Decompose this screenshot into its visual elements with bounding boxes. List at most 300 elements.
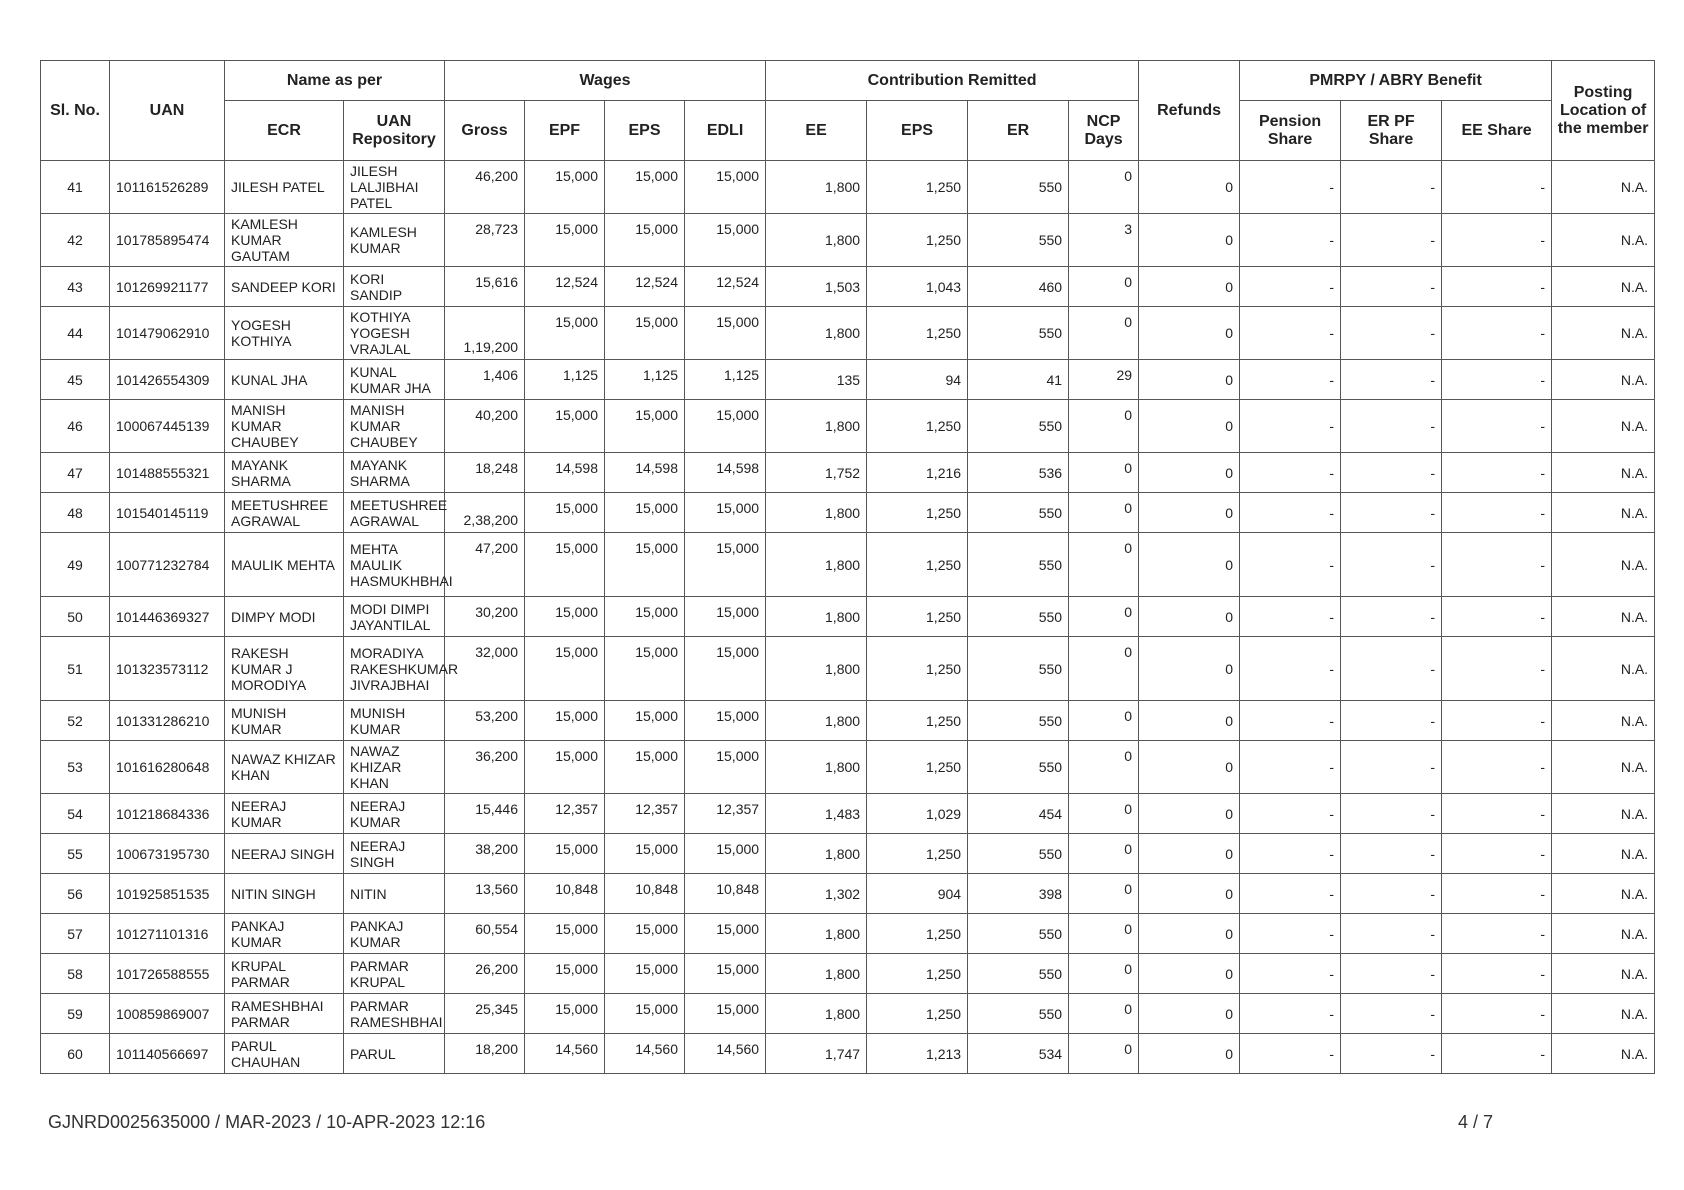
header-ecr: ECR — [225, 101, 344, 161]
ee-contribution-cell: 1,747 — [766, 1034, 867, 1074]
uan-cell: 101726588555 — [110, 954, 225, 994]
er-pf-share-cell: - — [1341, 914, 1442, 954]
header-sl-no: Sl. No. — [41, 61, 110, 161]
er-pf-share-cell: - — [1341, 1034, 1442, 1074]
header-contribution-remitted: Contribution Remitted — [766, 61, 1139, 101]
er-contribution-cell: 550 — [968, 954, 1069, 994]
er-contribution-cell: 550 — [968, 400, 1069, 453]
ncp-days-cell: 0 — [1069, 533, 1139, 597]
er-pf-share-cell: - — [1341, 493, 1442, 533]
sl-no-cell: 53 — [41, 741, 110, 794]
uan-repository-name-cell: MANISH KUMAR CHAUBEY — [344, 400, 445, 453]
pension-share-cell: - — [1240, 307, 1341, 360]
header-uan-repository: UAN Repository — [344, 101, 445, 161]
gross-wages-cell: 47,200 — [445, 533, 525, 597]
ecr-contribution-table — [40, 60, 1655, 1074]
header-ee-share: EE Share — [1442, 101, 1552, 161]
ee-contribution-cell: 1,800 — [766, 701, 867, 741]
eps-wages-cell: 15,000 — [605, 994, 685, 1034]
ncp-days-cell: 0 — [1069, 794, 1139, 834]
ee-contribution-cell: 1,800 — [766, 954, 867, 994]
uan-repository-name-cell: PARMAR KRUPAL — [344, 954, 445, 994]
pension-share-cell: - — [1240, 1034, 1341, 1074]
ncp-days-cell: 0 — [1069, 637, 1139, 701]
gross-wages-cell: 18,200 — [445, 1034, 525, 1074]
ecr-name-cell: MUNISH KUMAR — [225, 701, 344, 741]
sl-no-cell: 57 — [41, 914, 110, 954]
posting-location-cell: N.A. — [1552, 493, 1655, 533]
ncp-days-cell: 0 — [1069, 453, 1139, 493]
edli-wages-cell: 15,000 — [685, 493, 766, 533]
er-contribution-cell: 536 — [968, 453, 1069, 493]
pension-share-cell: - — [1240, 994, 1341, 1034]
header-refunds: Refunds — [1139, 61, 1240, 161]
eps-contribution-cell: 1,250 — [867, 954, 968, 994]
pension-share-cell: - — [1240, 741, 1341, 794]
er-pf-share-cell: - — [1341, 874, 1442, 914]
table-row — [41, 954, 1655, 994]
gross-wages-cell: 26,200 — [445, 954, 525, 994]
er-contribution-cell: 550 — [968, 161, 1069, 214]
posting-location-cell: N.A. — [1552, 874, 1655, 914]
table-row — [41, 533, 1655, 597]
refunds-cell: 0 — [1139, 161, 1240, 214]
sl-no-cell: 43 — [41, 267, 110, 307]
gross-wages-cell: 13,560 — [445, 874, 525, 914]
ncp-days-cell: 0 — [1069, 741, 1139, 794]
ee-contribution-cell: 1,302 — [766, 874, 867, 914]
ee-share-cell: - — [1442, 701, 1552, 741]
edli-wages-cell: 15,000 — [685, 400, 766, 453]
er-contribution-cell: 398 — [968, 874, 1069, 914]
eps-contribution-cell: 1,250 — [867, 533, 968, 597]
ee-share-cell: - — [1442, 994, 1552, 1034]
posting-location-cell: N.A. — [1552, 834, 1655, 874]
edli-wages-cell: 12,357 — [685, 794, 766, 834]
uan-repository-name-cell: KOTHIYA YOGESH VRAJLAL — [344, 307, 445, 360]
ee-contribution-cell: 1,800 — [766, 493, 867, 533]
epf-wages-cell: 15,000 — [525, 400, 605, 453]
ecr-name-cell: DIMPY MODI — [225, 597, 344, 637]
pension-share-cell: - — [1240, 267, 1341, 307]
eps-contribution-cell: 1,250 — [867, 307, 968, 360]
table-row — [41, 794, 1655, 834]
eps-wages-cell: 15,000 — [605, 701, 685, 741]
uan-cell: 100771232784 — [110, 533, 225, 597]
ncp-days-cell: 0 — [1069, 874, 1139, 914]
uan-cell: 101426554309 — [110, 360, 225, 400]
uan-repository-name-cell: NAWAZ KHIZAR KHAN — [344, 741, 445, 794]
ncp-days-cell: 0 — [1069, 1034, 1139, 1074]
eps-contribution-cell: 1,250 — [867, 834, 968, 874]
epf-wages-cell: 12,524 — [525, 267, 605, 307]
header-pension-share: Pension Share — [1240, 101, 1341, 161]
uan-repository-name-cell: MORADIYA RAKESHKUMAR JIVRAJBHAI — [344, 637, 445, 701]
ee-contribution-cell: 1,800 — [766, 214, 867, 267]
ee-contribution-cell: 1,800 — [766, 307, 867, 360]
ecr-name-cell: SANDEEP KORI — [225, 267, 344, 307]
table-row — [41, 214, 1655, 267]
ecr-name-cell: RAMESHBHAI PARMAR — [225, 994, 344, 1034]
uan-cell: 101269921177 — [110, 267, 225, 307]
table-body — [41, 161, 1655, 1074]
epf-wages-cell: 15,000 — [525, 914, 605, 954]
er-contribution-cell: 550 — [968, 307, 1069, 360]
sl-no-cell: 56 — [41, 874, 110, 914]
ncp-days-cell: 0 — [1069, 161, 1139, 214]
ncp-days-cell: 0 — [1069, 400, 1139, 453]
sl-no-cell: 51 — [41, 637, 110, 701]
er-pf-share-cell: - — [1341, 741, 1442, 794]
posting-location-cell: N.A. — [1552, 214, 1655, 267]
pension-share-cell: - — [1240, 874, 1341, 914]
uan-repository-name-cell: MUNISH KUMAR — [344, 701, 445, 741]
ee-share-cell: - — [1442, 533, 1552, 597]
pension-share-cell: - — [1240, 954, 1341, 994]
er-contribution-cell: 550 — [968, 834, 1069, 874]
ecr-name-cell: NAWAZ KHIZAR KHAN — [225, 741, 344, 794]
uan-cell: 101925851535 — [110, 874, 225, 914]
ecr-name-cell: MAYANK SHARMA — [225, 453, 344, 493]
table-row — [41, 701, 1655, 741]
edli-wages-cell: 15,000 — [685, 533, 766, 597]
sl-no-cell: 44 — [41, 307, 110, 360]
ecr-name-cell: YOGESH KOTHIYA — [225, 307, 344, 360]
er-pf-share-cell: - — [1341, 637, 1442, 701]
sl-no-cell: 55 — [41, 834, 110, 874]
eps-wages-cell: 15,000 — [605, 400, 685, 453]
refunds-cell: 0 — [1139, 834, 1240, 874]
header-gross: Gross — [445, 101, 525, 161]
epf-wages-cell: 15,000 — [525, 161, 605, 214]
header-uan: UAN — [110, 61, 225, 161]
edli-wages-cell: 15,000 — [685, 637, 766, 701]
er-contribution-cell: 550 — [968, 493, 1069, 533]
eps-contribution-cell: 1,250 — [867, 597, 968, 637]
gross-wages-cell: 40,200 — [445, 400, 525, 453]
gross-wages-cell: 32,000 — [445, 637, 525, 701]
ee-share-cell: - — [1442, 834, 1552, 874]
table-row — [41, 874, 1655, 914]
edli-wages-cell: 15,000 — [685, 307, 766, 360]
ecr-name-cell: PARUL CHAUHAN — [225, 1034, 344, 1074]
refunds-cell: 0 — [1139, 360, 1240, 400]
table-row — [41, 1034, 1655, 1074]
eps-wages-cell: 15,000 — [605, 307, 685, 360]
posting-location-cell: N.A. — [1552, 161, 1655, 214]
header-name-as-per: Name as per — [225, 61, 445, 101]
eps-wages-cell: 15,000 — [605, 637, 685, 701]
refunds-cell: 0 — [1139, 453, 1240, 493]
epf-wages-cell: 15,000 — [525, 954, 605, 994]
table-row — [41, 493, 1655, 533]
sl-no-cell: 50 — [41, 597, 110, 637]
posting-location-cell: N.A. — [1552, 701, 1655, 741]
er-pf-share-cell: - — [1341, 453, 1442, 493]
ee-contribution-cell: 1,800 — [766, 597, 867, 637]
ee-share-cell: - — [1442, 493, 1552, 533]
refunds-cell: 0 — [1139, 214, 1240, 267]
er-pf-share-cell: - — [1341, 954, 1442, 994]
uan-repository-name-cell: PANKAJ KUMAR — [344, 914, 445, 954]
edli-wages-cell: 10,848 — [685, 874, 766, 914]
er-pf-share-cell: - — [1341, 400, 1442, 453]
gross-wages-cell: 36,200 — [445, 741, 525, 794]
er-contribution-cell: 41 — [968, 360, 1069, 400]
ee-contribution-cell: 1,503 — [766, 267, 867, 307]
gross-wages-cell: 38,200 — [445, 834, 525, 874]
ecr-name-cell: MANISH KUMAR CHAUBEY — [225, 400, 344, 453]
eps-contribution-cell: 1,250 — [867, 914, 968, 954]
er-pf-share-cell: - — [1341, 794, 1442, 834]
eps-wages-cell: 12,524 — [605, 267, 685, 307]
sl-no-cell: 42 — [41, 214, 110, 267]
gross-wages-cell: 30,200 — [445, 597, 525, 637]
ee-share-cell: - — [1442, 874, 1552, 914]
uan-cell: 100673195730 — [110, 834, 225, 874]
epf-wages-cell: 1,125 — [525, 360, 605, 400]
edli-wages-cell: 15,000 — [685, 914, 766, 954]
header-posting-location: Posting Location of the member — [1552, 61, 1655, 161]
uan-cell: 101161526289 — [110, 161, 225, 214]
header-pmrpy-abry: PMRPY / ABRY Benefit — [1240, 61, 1552, 101]
ee-contribution-cell: 1,800 — [766, 161, 867, 214]
eps-contribution-cell: 1,216 — [867, 453, 968, 493]
table-row — [41, 307, 1655, 360]
table-row — [41, 741, 1655, 794]
gross-wages-cell: 53,200 — [445, 701, 525, 741]
sl-no-cell: 59 — [41, 994, 110, 1034]
uan-cell: 101616280648 — [110, 741, 225, 794]
ee-contribution-cell: 1,752 — [766, 453, 867, 493]
sl-no-cell: 46 — [41, 400, 110, 453]
ee-share-cell: - — [1442, 214, 1552, 267]
ee-share-cell: - — [1442, 360, 1552, 400]
uan-cell: 101323573112 — [110, 637, 225, 701]
footer-document-reference: GJNRD0025635000 / MAR-2023 / 10-APR-2023 12:16 — [48, 1112, 486, 1132]
ncp-days-cell: 0 — [1069, 493, 1139, 533]
eps-contribution-cell: 94 — [867, 360, 968, 400]
uan-cell: 101479062910 — [110, 307, 225, 360]
edli-wages-cell: 15,000 — [685, 834, 766, 874]
edli-wages-cell: 14,560 — [685, 1034, 766, 1074]
uan-cell: 101218684336 — [110, 794, 225, 834]
ncp-days-cell: 0 — [1069, 954, 1139, 994]
er-contribution-cell: 550 — [968, 597, 1069, 637]
eps-wages-cell: 15,000 — [605, 954, 685, 994]
uan-repository-name-cell: PARMAR RAMESHBHAI — [344, 994, 445, 1034]
uan-repository-name-cell: NEERAJ SINGH — [344, 834, 445, 874]
eps-contribution-cell: 904 — [867, 874, 968, 914]
eps-contribution-cell: 1,250 — [867, 994, 968, 1034]
er-contribution-cell: 460 — [968, 267, 1069, 307]
table-row — [41, 360, 1655, 400]
refunds-cell: 0 — [1139, 994, 1240, 1034]
uan-repository-name-cell: PARUL — [344, 1034, 445, 1074]
ee-contribution-cell: 1,800 — [766, 994, 867, 1034]
uan-repository-name-cell: MEETUSHREE AGRAWAL — [344, 493, 445, 533]
footer-page-number: 4 / 7 — [1458, 1112, 1494, 1132]
ncp-days-cell: 0 — [1069, 914, 1139, 954]
er-contribution-cell: 550 — [968, 914, 1069, 954]
ee-contribution-cell: 1,483 — [766, 794, 867, 834]
epf-wages-cell: 15,000 — [525, 834, 605, 874]
posting-location-cell: N.A. — [1552, 954, 1655, 994]
eps-contribution-cell: 1,029 — [867, 794, 968, 834]
posting-location-cell: N.A. — [1552, 400, 1655, 453]
sl-no-cell: 49 — [41, 533, 110, 597]
edli-wages-cell: 15,000 — [685, 214, 766, 267]
gross-wages-cell: 2,38,200 — [445, 493, 525, 533]
edli-wages-cell: 15,000 — [685, 161, 766, 214]
ecr-name-cell: RAKESH KUMAR J MORODIYA — [225, 637, 344, 701]
ecr-name-cell: PANKAJ KUMAR — [225, 914, 344, 954]
ecr-name-cell: NITIN SINGH — [225, 874, 344, 914]
eps-wages-cell: 15,000 — [605, 597, 685, 637]
ee-contribution-cell: 1,800 — [766, 637, 867, 701]
posting-location-cell: N.A. — [1552, 994, 1655, 1034]
gross-wages-cell: 15,616 — [445, 267, 525, 307]
epf-wages-cell: 15,000 — [525, 741, 605, 794]
uan-cell: 100859869007 — [110, 994, 225, 1034]
table-row — [41, 994, 1655, 1034]
er-pf-share-cell: - — [1341, 161, 1442, 214]
eps-wages-cell: 10,848 — [605, 874, 685, 914]
er-pf-share-cell: - — [1341, 834, 1442, 874]
er-contribution-cell: 550 — [968, 701, 1069, 741]
eps-wages-cell: 14,560 — [605, 1034, 685, 1074]
uan-repository-name-cell: KORI SANDIP — [344, 267, 445, 307]
pension-share-cell: - — [1240, 794, 1341, 834]
ee-share-cell: - — [1442, 1034, 1552, 1074]
ecr-name-cell: KUNAL JHA — [225, 360, 344, 400]
gross-wages-cell: 1,406 — [445, 360, 525, 400]
uan-cell: 101271101316 — [110, 914, 225, 954]
uan-repository-name-cell: MODI DIMPI JAYANTILAL — [344, 597, 445, 637]
eps-wages-cell: 15,000 — [605, 493, 685, 533]
refunds-cell: 0 — [1139, 493, 1240, 533]
epf-wages-cell: 10,848 — [525, 874, 605, 914]
eps-wages-cell: 1,125 — [605, 360, 685, 400]
gross-wages-cell: 25,345 — [445, 994, 525, 1034]
eps-wages-cell: 14,598 — [605, 453, 685, 493]
ee-share-cell: - — [1442, 453, 1552, 493]
er-contribution-cell: 454 — [968, 794, 1069, 834]
ee-contribution-cell: 1,800 — [766, 834, 867, 874]
header-ncp-days: NCP Days — [1069, 101, 1139, 161]
header-eps: EPS — [605, 101, 685, 161]
uan-repository-name-cell: JILESH LALJIBHAI PATEL — [344, 161, 445, 214]
table-row — [41, 914, 1655, 954]
refunds-cell: 0 — [1139, 874, 1240, 914]
posting-location-cell: N.A. — [1552, 597, 1655, 637]
epf-wages-cell: 15,000 — [525, 533, 605, 597]
gross-wages-cell: 1,19,200 — [445, 307, 525, 360]
ecr-name-cell: MEETUSHREE AGRAWAL — [225, 493, 344, 533]
epf-wages-cell: 15,000 — [525, 307, 605, 360]
ee-share-cell: - — [1442, 597, 1552, 637]
table-row — [41, 637, 1655, 701]
eps-contribution-cell: 1,043 — [867, 267, 968, 307]
ncp-days-cell: 3 — [1069, 214, 1139, 267]
er-contribution-cell: 534 — [968, 1034, 1069, 1074]
table-row — [41, 834, 1655, 874]
epf-wages-cell: 15,000 — [525, 994, 605, 1034]
posting-location-cell: N.A. — [1552, 453, 1655, 493]
uan-cell: 101446369327 — [110, 597, 225, 637]
header-wages: Wages — [445, 61, 766, 101]
gross-wages-cell: 18,248 — [445, 453, 525, 493]
eps-contribution-cell: 1,213 — [867, 1034, 968, 1074]
er-pf-share-cell: - — [1341, 533, 1442, 597]
posting-location-cell: N.A. — [1552, 741, 1655, 794]
epf-wages-cell: 15,000 — [525, 493, 605, 533]
sl-no-cell: 60 — [41, 1034, 110, 1074]
table-row — [41, 597, 1655, 637]
edli-wages-cell: 15,000 — [685, 701, 766, 741]
sl-no-cell: 45 — [41, 360, 110, 400]
ee-share-cell: - — [1442, 637, 1552, 701]
eps-wages-cell: 15,000 — [605, 161, 685, 214]
ecr-name-cell: KAMLESH KUMAR GAUTAM — [225, 214, 344, 267]
er-pf-share-cell: - — [1341, 701, 1442, 741]
er-pf-share-cell: - — [1341, 214, 1442, 267]
eps-contribution-cell: 1,250 — [867, 400, 968, 453]
pension-share-cell: - — [1240, 834, 1341, 874]
refunds-cell: 0 — [1139, 1034, 1240, 1074]
sl-no-cell: 47 — [41, 453, 110, 493]
posting-location-cell: N.A. — [1552, 1034, 1655, 1074]
er-pf-share-cell: - — [1341, 994, 1442, 1034]
ee-contribution-cell: 1,800 — [766, 741, 867, 794]
edli-wages-cell: 12,524 — [685, 267, 766, 307]
posting-location-cell: N.A. — [1552, 267, 1655, 307]
ee-contribution-cell: 1,800 — [766, 400, 867, 453]
gross-wages-cell: 28,723 — [445, 214, 525, 267]
epf-wages-cell: 15,000 — [525, 701, 605, 741]
epf-wages-cell: 15,000 — [525, 597, 605, 637]
uan-cell: 101540145119 — [110, 493, 225, 533]
pension-share-cell: - — [1240, 360, 1341, 400]
ee-share-cell: - — [1442, 400, 1552, 453]
ncp-days-cell: 29 — [1069, 360, 1139, 400]
header-er-pf-share: ER PF Share — [1341, 101, 1442, 161]
ecr-name-cell: NEERAJ SINGH — [225, 834, 344, 874]
pension-share-cell: - — [1240, 453, 1341, 493]
posting-location-cell: N.A. — [1552, 637, 1655, 701]
pension-share-cell: - — [1240, 701, 1341, 741]
posting-location-cell: N.A. — [1552, 914, 1655, 954]
pension-share-cell: - — [1240, 533, 1341, 597]
ee-share-cell: - — [1442, 794, 1552, 834]
eps-wages-cell: 15,000 — [605, 834, 685, 874]
eps-contribution-cell: 1,250 — [867, 701, 968, 741]
refunds-cell: 0 — [1139, 637, 1240, 701]
refunds-cell: 0 — [1139, 954, 1240, 994]
sl-no-cell: 41 — [41, 161, 110, 214]
sl-no-cell: 48 — [41, 493, 110, 533]
er-contribution-cell: 550 — [968, 533, 1069, 597]
refunds-cell: 0 — [1139, 701, 1240, 741]
pension-share-cell: - — [1240, 597, 1341, 637]
sl-no-cell: 58 — [41, 954, 110, 994]
ee-contribution-cell: 1,800 — [766, 914, 867, 954]
refunds-cell: 0 — [1139, 741, 1240, 794]
ncp-days-cell: 0 — [1069, 307, 1139, 360]
refunds-cell: 0 — [1139, 914, 1240, 954]
table-row — [41, 161, 1655, 214]
posting-location-cell: N.A. — [1552, 360, 1655, 400]
